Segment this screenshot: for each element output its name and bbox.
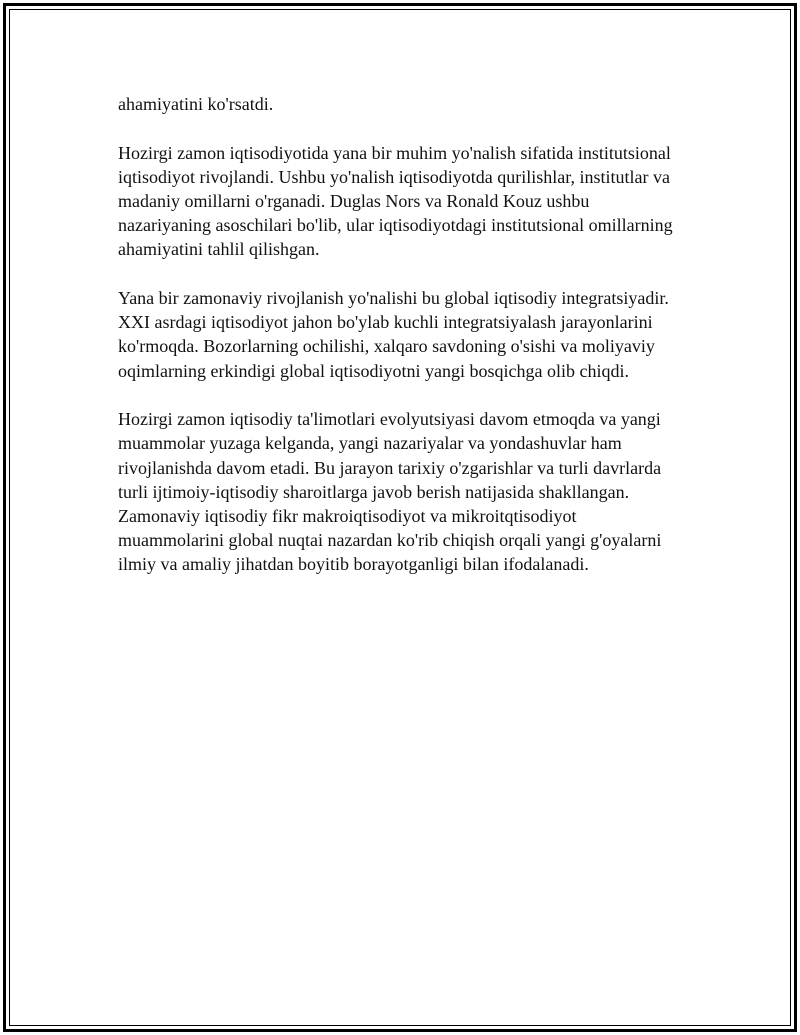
paragraph-3: Yana bir zamonaviy rivojlanish yo'nalishi bu global iqtisodiy integratsiyadir. XXI asrdagi iqtisodiyot jahon bo'ylab kuchli integratsiyalash jarayonlarini ko'rmoqda. Bozorlarning ochilishi, xalqaro savdoning o'sishi va moliyaviy oqimlarning erkindigi global iqtisodiyotni yangi bosqichga olib chiqdi.: [118, 288, 669, 381]
paragraph-1: ahamiyatini ko'rsatdi.: [118, 94, 274, 114]
paragraph-2: Hozirgi zamon iqtisodiyotida yana bir muhim yo'nalish sifatida institutsional iqtisodiyot rivojlandi. Ushbu yo'nalish iqtisodiyotda qurilishlar, institutlar va madaniy omillarni o'rganadi. Duglas Nors va Ronald Kouz ushbu nazariyaning asoschilari bo'lib, ular iqtisodiyotdagi institutsional omillarning ahamiyatini tahlil qilishgan.: [118, 142, 673, 260]
document-body: [118, 92, 688, 601]
paragraph-4: Hozirgi zamon iqtisodiy ta'limotlari evolyutsiyasi davom etmoqda va yangi muammolar yuzaga kelganda, yangi nazariyalar va yondashuvlar ham rivojlanishda davom etadi. Bu jarayon tarixiy o'zgarishlar va turli davrlarda turli ijtimoiy-iqtisodiy sharoitlarga javob berish natijasida shakllangan. Zamonaviy iqtisodiy fikr makroiqtisodiyot va mikroitqtisodiyot muammolarini global nuqtai nazardan ko'rib chiqish orqali yangi g'oyalarni ilmiy va amaliy jihatdan boyitib borayotganligi bilan ifodalanadi.: [118, 409, 662, 575]
